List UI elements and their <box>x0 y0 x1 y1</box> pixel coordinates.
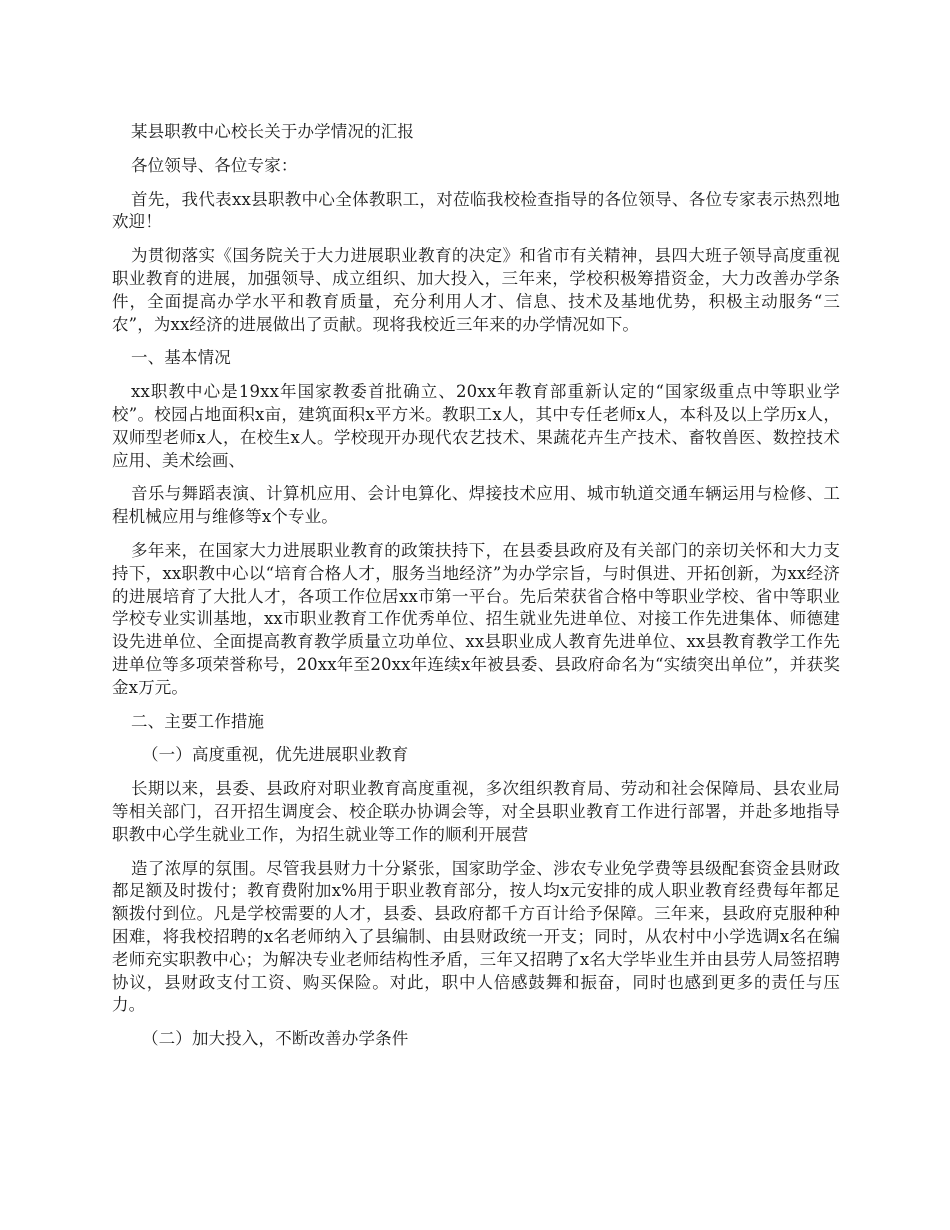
document-body <box>112 121 840 1062</box>
subsection-heading-investment: （二）加大投入，不断改善办学条件 <box>142 1029 409 1049</box>
paragraph-intro: 为贯彻落实《国务院关于大力进展职业教育的决定》和省市有关精神，县四大班子领导高度重视职业教育的进展，加强领导、成立组织、加大投入，三年来，学校积极筹措资金，大力改善办学条件，全面提高办学水平和教育质量，充分利用人才、信息、技术及基地优势，积极主动服务“三农”，为xx经济的进展做出了贡献。现将我校近三年来的办学情况如下。 <box>112 246 840 334</box>
document-title: 某县职教中心校长关于办学情况的汇报 <box>131 122 415 141</box>
paragraph-welcome: 首先，我代表xx县职教中心全体教职工，对莅临我校检查指导的各位领导、各位专家表示热烈地欢迎！ <box>112 189 840 232</box>
paragraph-basic-info-3: 多年来，在国家大力进展职业教育的政策扶持下，在县委县政府及有关部门的亲切关怀和大力支持下，xx职教中心以“培育合格人才，服务当地经济”为办学宗旨，与时俱进、开拓创新，为xx经济的进展培育了大批人才，各项工作位居xx市第一平台。先后荣获省合格中等职业学校、省中等职业学校专业实训基地，xx市职业教育工作优秀单位、招生就业先进单位、对接工作先进集体、师德建设先进单位、全面提高教育教学质量立功单位、xx县职业成人教育先进单位、xx县教育教学工作先进单位等多项荣誉称号，20xx年至20xx年连续x年被县委、县政府命名为“实绩突出单位”，并获奖金x万元。 <box>112 540 840 697</box>
paragraph-basic-info-1: xx职教中心是19xx年国家教委首批确立、20xx年教育部重新认定的“国家级重点中等职业学校”。校园占地面积x亩，建筑面积x平方米。教职工x人，其中专任老师x人，本科及以上学历x人，双师型老师x人，在校生x人。学校现开办现代农艺技术、果蔬花卉生产技术、畜牧兽医、数控技术应用、美术绘画、 <box>112 382 840 470</box>
section-heading-basic-info: 一、基本情况 <box>131 348 231 368</box>
subsection-heading-priority: （一）高度重视，优先进展职业教育 <box>142 745 409 765</box>
section-heading-measures: 二、主要工作措施 <box>131 711 265 731</box>
paragraph-measures-2: 造了浓厚的氛围。尽管我县财力十分紧张，国家助学金、涉农专业免学费等县级配套资金县财政都足额及时拨付；教育费附加x%用于职业教育部分，按人均x元安排的成人职业教育经费每年都足额拨付到位。凡是学校需要的人才，县委、县政府都千方百计给予保障。三年来，县政府克服种种困难，将我校招聘的x名老师纳入了县编制、由县财政统一开支；同时，从农村中小学选调x名在编老师充实职教中心；为解决专业老师结构性矛盾，三年又招聘了x名大学毕业生并由县劳人局签招聘协议，县财政支付工资、购买保险。对此，职中人倍感鼓舞和振奋，同时也感到更多的责任与压力。 <box>112 858 840 1015</box>
paragraph-measures-1: 长期以来，县委、县政府对职业教育高度重视，多次组织教育局、劳动和社会保障局、县农业局等相关部门，召开招生调度会、校企联办协调会等，对全县职业教育工作进行部署，并赴多地指导职教中心学生就业工作，为招生就业等工作的顺利开展营 <box>112 779 840 844</box>
salutation: 各位领导、各位专家： <box>131 155 298 175</box>
paragraph-basic-info-2: 音乐与舞蹈表演、计算机应用、会计电算化、焊接技术应用、城市轨道交通车辆运用与检修、工程机械应用与维修等x个专业。 <box>112 484 840 527</box>
